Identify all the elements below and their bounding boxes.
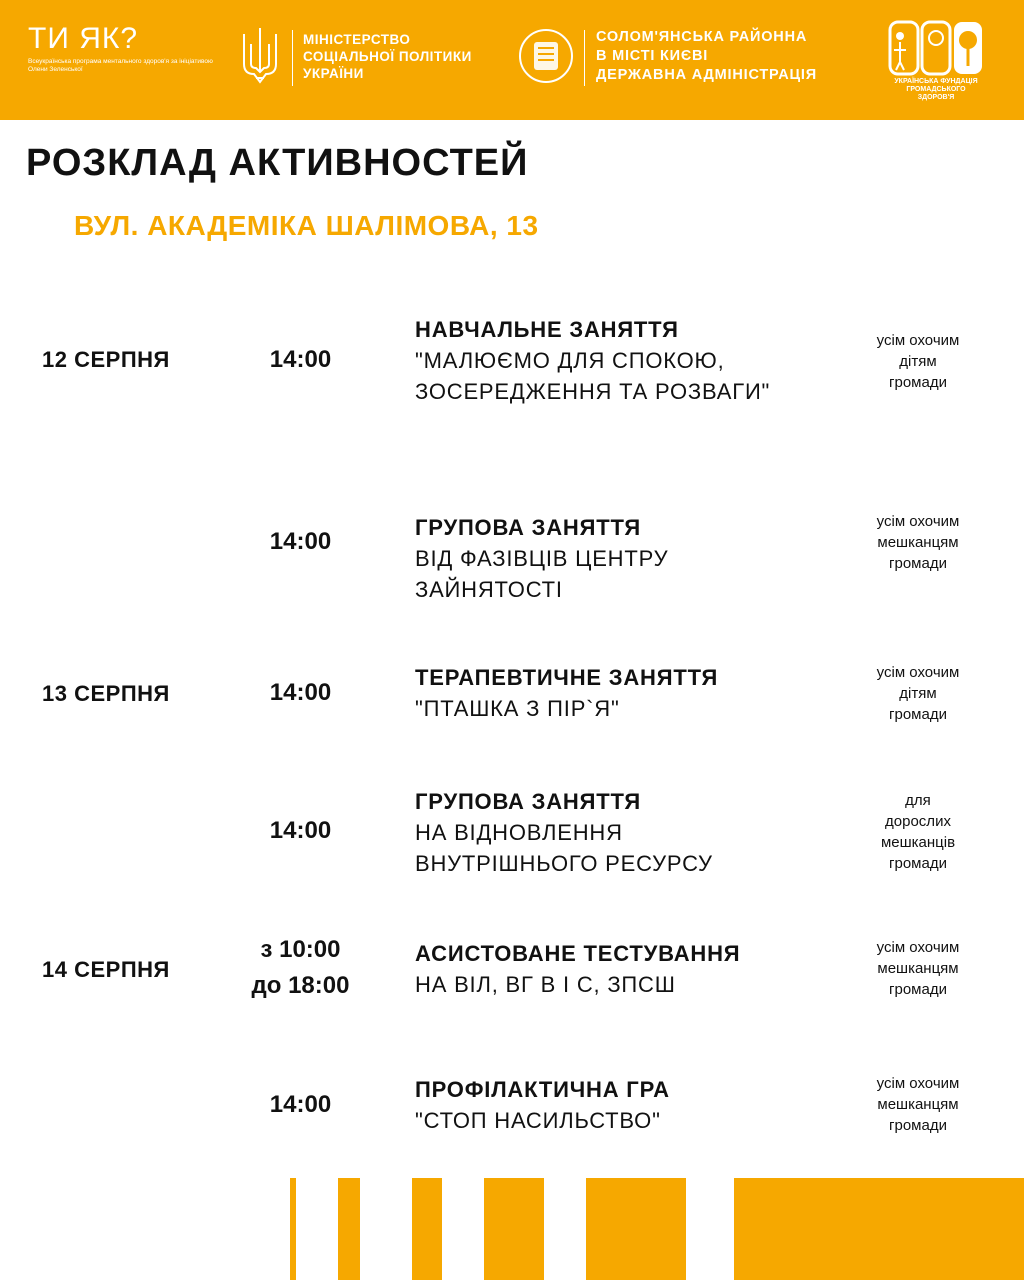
row-audience: для дорослих мешканців громади — [880, 792, 956, 872]
activity-desc: "ПТАШКА З ПІР`Я" — [415, 696, 620, 721]
row-date: 12 СЕРПНЯ — [42, 347, 170, 372]
activity-title: АСИСТОВАНЕ ТЕСТУВАННЯ — [415, 941, 741, 966]
row-audience: усім охочим мешканцям громади — [876, 513, 960, 572]
administration-name: СОЛОМ'ЯНСЬКА РАЙОННА В МІСТІ КИЄВІ ДЕРЖАВНА АДМІНІСТРАЦІЯ — [596, 29, 817, 83]
decorative-stripe — [484, 1178, 544, 1280]
row-time: 14:00 — [269, 346, 332, 373]
activity-desc: "СТОП НАСИЛЬСТВО" — [415, 1108, 661, 1133]
activity-desc: НА ВІЛ, ВГ В І С, ЗПСШ — [415, 972, 676, 997]
decorative-stripe — [412, 1178, 442, 1280]
row-time: 14:00 — [269, 528, 332, 555]
decorative-stripe — [338, 1178, 360, 1280]
decorative-stripe — [290, 1178, 296, 1280]
page-title: РОЗКЛАД АКТИВНОСТЕЙ — [26, 142, 529, 184]
row-activity — [415, 938, 855, 1000]
header-bar — [0, 0, 1024, 120]
ministry-name: МІНІСТЕРСТВО СОЦІАЛЬНОЇ ПОЛІТИКИ УКРАЇНИ — [303, 32, 472, 81]
row-time: 14:00 — [269, 817, 332, 844]
row-audience: усім охочим дітям громади — [876, 664, 960, 723]
row-date: 13 СЕРПНЯ — [42, 681, 170, 706]
row-activity — [415, 786, 855, 879]
row-audience: усім охочим дітям громади — [876, 332, 960, 391]
row-audience: усім охочим мешканцям громади — [876, 1075, 960, 1134]
foundation-logo: УКРАЇНСЬКА ФУНДАЦІЯ ГРОМАДСЬКОГО ЗДОРОВ'Я — [888, 20, 984, 100]
activity-title: ПРОФІЛАКТИЧНА ГРА — [415, 1077, 670, 1102]
trident-icon — [236, 24, 284, 90]
decorative-stripe — [734, 1178, 1024, 1280]
decorative-stripe — [586, 1178, 686, 1280]
activity-desc: ВІД ФАЗІВЦІВ ЦЕНТРУ — [415, 546, 669, 571]
row-activity — [415, 1074, 855, 1136]
row-time: 14:00 — [269, 679, 332, 706]
activity-desc: НА ВІДНОВЛЕННЯ — [415, 820, 623, 845]
activity-title: ГРУПОВА ЗАНЯТТЯ — [415, 789, 642, 814]
activity-title: ТЕРАПЕВТИЧНЕ ЗАНЯТТЯ — [415, 665, 719, 690]
header-divider — [292, 30, 293, 86]
activity-desc: ЗОСЕРЕДЖЕННЯ ТА РОЗВАГИ" — [415, 379, 771, 404]
row-date: 14 СЕРПНЯ — [42, 957, 170, 982]
activity-desc: ЗАЙНЯТОСТІ — [415, 577, 563, 602]
row-activity — [415, 512, 855, 605]
row-time: 14:00 — [269, 1091, 332, 1118]
header-divider — [584, 30, 585, 86]
row-audience: усім охочим мешканцям громади — [876, 939, 960, 998]
activity-desc: "МАЛЮЄМО ДЛЯ СПОКОЮ, — [415, 348, 725, 373]
row-time: з 10:00 до 18:00 — [251, 936, 350, 999]
activity-desc: ВНУТРІШНЬОГО РЕСУРСУ — [415, 851, 713, 876]
row-activity — [415, 314, 855, 407]
activity-title: ГРУПОВА ЗАНЯТТЯ — [415, 515, 642, 540]
tiyak-logo: ТИ ЯК? Всеукраїнська програма ментального здоров'я за ініціативою Олени Зеленської — [28, 22, 218, 74]
activity-title: НАВЧАЛЬНЕ ЗАНЯТТЯ — [415, 317, 679, 342]
tiyak-caption: Всеукраїнська програма ментального здоров'я за ініціативою Олени Зеленської — [28, 58, 213, 73]
address: ВУЛ. АКАДЕМІКА ШАЛІМОВА, 13 — [74, 210, 539, 241]
row-activity — [415, 662, 855, 724]
district-seal-icon — [518, 26, 574, 86]
